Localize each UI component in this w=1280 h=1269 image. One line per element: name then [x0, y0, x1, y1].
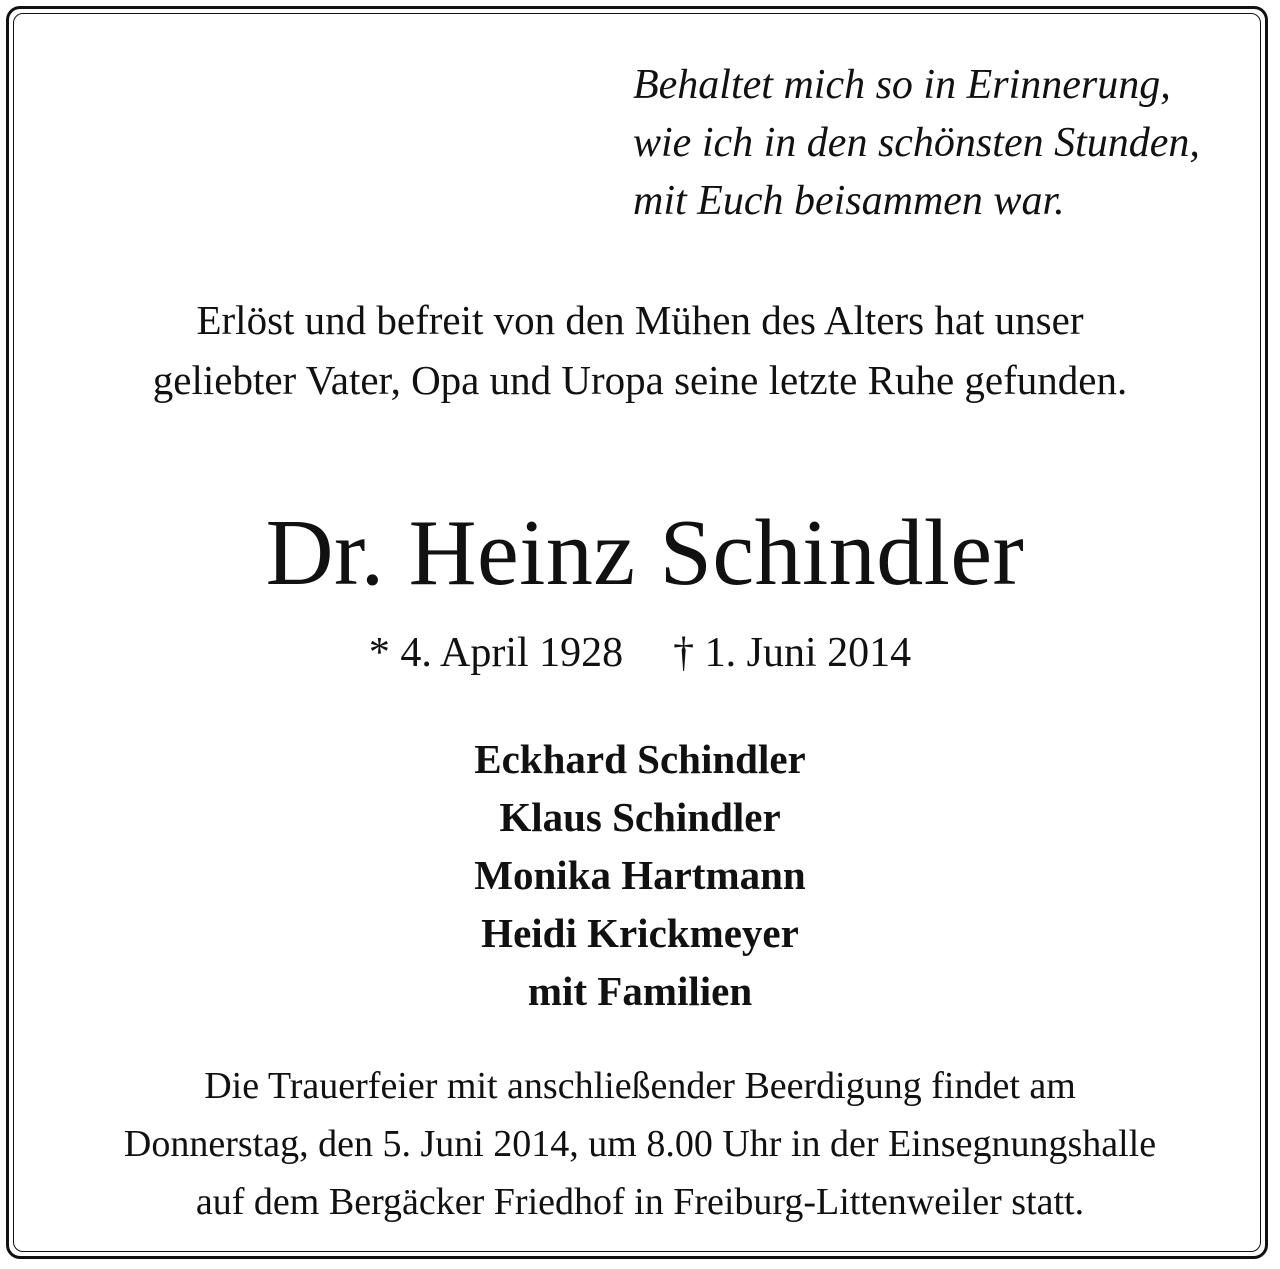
birth-date: * 4. April 1928 [368, 630, 624, 676]
funeral-line: Donnerstag, den 5. Juni 2014, um 8.00 Uhr in der Einsegnungshalle [123, 1123, 1157, 1165]
mourner-name: Monika Hartmann [474, 852, 806, 898]
mourner-name: Heidi Krickmeyer [481, 910, 799, 956]
mourner-name: Eckhard Schindler [474, 736, 806, 782]
death-date: † 1. Juni 2014 [673, 630, 912, 676]
mourners-list [0, 730, 1280, 1020]
memorial-verse [633, 56, 1253, 230]
mourner-name: mit Familien [527, 968, 753, 1014]
verse-line: wie ich in den schönsten Stunden, [633, 120, 1200, 166]
funeral-details [0, 1057, 1280, 1231]
intro-line: geliebter Vater, Opa und Uropa seine letzte Ruhe gefunden. [152, 357, 1128, 403]
verse-line: mit Euch beisammen war. [633, 178, 1065, 224]
mourner-name: Klaus Schindler [499, 794, 781, 840]
deceased-name: Dr. Heinz Schindler [265, 501, 1025, 605]
life-dates [0, 625, 1280, 681]
intro-line: Erlöst und befreit von den Mühen des Alters hat unser [196, 297, 1084, 343]
verse-line: Behaltet mich so in Erinnerung, [633, 62, 1171, 108]
funeral-line: auf dem Bergäcker Friedhof in Freiburg-Littenweiler statt. [195, 1181, 1085, 1223]
announcement-intro [0, 290, 1280, 410]
funeral-line: Die Trauerfeier mit anschließender Beerdigung findet am [204, 1065, 1076, 1107]
